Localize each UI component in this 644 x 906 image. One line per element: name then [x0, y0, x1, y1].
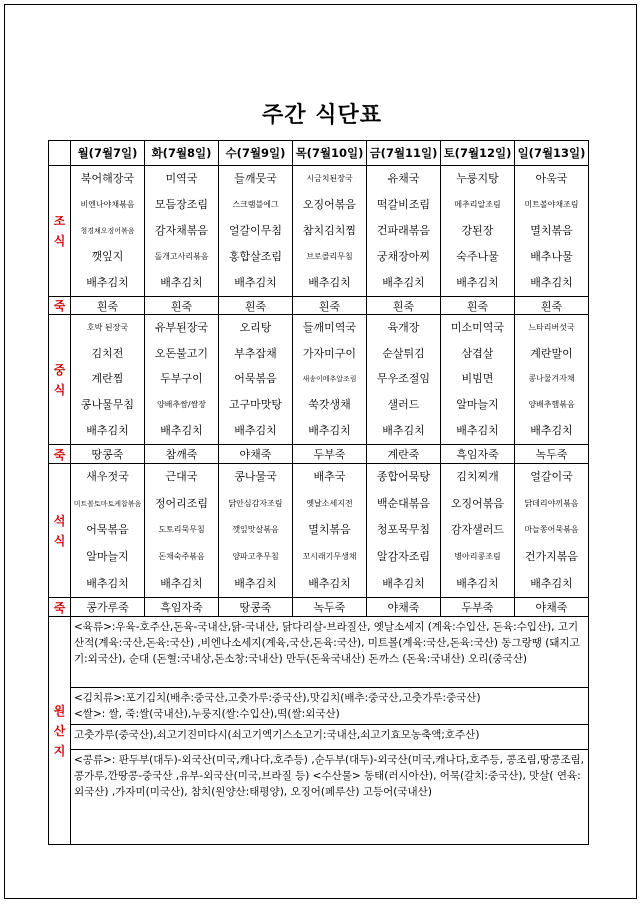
menu-item: 배추김치	[382, 424, 425, 438]
menu-item: 배추김치	[160, 424, 203, 438]
weekly-menu-table	[48, 140, 589, 845]
porridge-cell: 녹두죽	[515, 445, 589, 464]
menu-item: 부추잡채	[234, 346, 277, 360]
menu-item: 배추나물	[530, 250, 573, 263]
day-header: 토(7월12일)	[441, 141, 515, 166]
origin-kimchi: <김치류>:포기김치(배추:중국산,고춧가루:중국산),맛김치(배추:중국산,고춧가루:중국산)	[74, 692, 481, 704]
menu-cell-items	[367, 464, 440, 597]
menu-item: 삼겹살	[461, 346, 494, 360]
origin-rice: <쌀>: 쌀, 죽:쌀(국내산),누룽지(쌀:수입산),떡(쌀:외국산)	[74, 708, 340, 720]
menu-item: 두부구이	[160, 372, 203, 386]
origin-label	[49, 617, 71, 845]
menu-cell	[515, 166, 589, 297]
origin-kimchi-rice	[71, 688, 589, 725]
menu-cell	[441, 166, 515, 297]
menu-item: 닭데리야끼볶음	[524, 498, 579, 508]
menu-cell-items	[441, 315, 514, 444]
menu-item: 북어해장국	[80, 172, 135, 185]
menu-cell	[367, 166, 441, 297]
menu-cell	[441, 315, 515, 445]
menu-item: 배추김치	[86, 276, 129, 289]
porridge-cell: 흰죽	[71, 297, 145, 315]
menu-cell-items	[515, 315, 588, 444]
menu-item: 배추김치	[382, 276, 425, 289]
menu-item: 정어리조림	[154, 496, 209, 510]
dinner-label	[49, 464, 71, 598]
menu-item: 배추김치	[234, 276, 277, 289]
porridge-cell: 두부죽	[293, 445, 367, 464]
menu-cell	[145, 315, 219, 445]
origin-row-kimchi-rice	[49, 688, 589, 725]
menu-item: 호박 된장국	[86, 322, 129, 332]
menu-cell-items	[441, 464, 514, 597]
menu-cell-items	[219, 464, 292, 597]
menu-item: 궁채장아찌	[376, 250, 431, 263]
menu-item: 들깨미역국	[302, 320, 357, 334]
menu-item: 양배추햄볶음	[528, 400, 575, 410]
menu-cell	[71, 315, 145, 445]
menu-item: 유채국	[387, 172, 420, 185]
menu-cell	[367, 315, 441, 445]
menu-item: 육개장	[387, 320, 420, 334]
breakfast-porridge-row	[49, 297, 589, 315]
menu-cell-items	[515, 464, 588, 597]
menu-item: 아욱국	[535, 172, 568, 185]
menu-cell-items	[441, 166, 514, 296]
menu-item: 누룽지탕	[456, 172, 499, 185]
porridge-cell: 야채죽	[367, 598, 441, 617]
dinner-porridge-row	[49, 598, 589, 617]
porridge-label: 죽	[49, 598, 71, 617]
menu-item: 계란찜	[91, 372, 124, 386]
menu-item: 오돈불고기	[154, 346, 209, 360]
porridge-label: 죽	[49, 445, 71, 464]
section-label-char: 석	[53, 513, 66, 528]
porridge-cell: 계란죽	[367, 445, 441, 464]
menu-item: 배추김치	[456, 276, 499, 289]
menu-item: 김치찌개	[456, 470, 499, 484]
lunch-row	[49, 315, 589, 445]
menu-item: 메추리알조림	[454, 200, 501, 209]
menu-item: 돈채숙주볶음	[158, 552, 205, 562]
menu-item: 느타리버섯국	[528, 322, 575, 332]
menu-cell-items	[145, 315, 218, 444]
menu-item: 배추김치	[456, 424, 499, 438]
menu-cell	[71, 464, 145, 598]
menu-item: 떡갈비조림	[376, 198, 431, 211]
section-label-char: 식	[53, 234, 66, 248]
menu-item: 깻잎지	[91, 250, 124, 263]
menu-cell	[219, 315, 293, 445]
origin-row-beans	[49, 750, 589, 845]
menu-cell-items	[219, 315, 292, 444]
menu-item: 가자미구이	[302, 346, 357, 360]
porridge-cell: 땅콩죽	[219, 598, 293, 617]
menu-item: 얼갈이국	[530, 470, 573, 484]
origin-beans: <콩류>: 판두부(대두)-외국산(미국,캐나다,호주등) ,순두부(대두)-외국산(미국,캐나다,호주등, 콩조림,땅콩조림,콩가루,깐땅콩-중국산 ,유부-외국산(미국,브라질 등) <수산물> 동태(러시아산), 어묵(갈치:중국산), 맛살( 연육:외국산) ,가자미(미국산), 참치(원양산:태평양), 오징어(페루산) 고등어(국내산)	[71, 750, 589, 845]
menu-cell	[293, 464, 367, 598]
breakfast-row	[49, 166, 589, 297]
menu-item: 콩나물무침	[80, 398, 135, 412]
menu-item: 강된장	[461, 224, 494, 237]
porridge-label: 죽	[49, 297, 71, 315]
menu-cell-items	[293, 315, 366, 444]
menu-item: 오징어볶음	[450, 496, 505, 510]
lunch-porridge-row	[49, 445, 589, 464]
menu-item: 미역국	[165, 172, 198, 185]
menu-item: 배추김치	[234, 576, 277, 590]
menu-item: 알감자조림	[376, 550, 431, 564]
menu-cell-items	[367, 166, 440, 296]
menu-item: 비빔면	[461, 372, 494, 386]
porridge-cell: 흑임자죽	[441, 445, 515, 464]
menu-cell-items	[515, 166, 588, 296]
menu-item: 꼬시래기무생채	[302, 552, 357, 562]
porridge-cell: 콩가루죽	[71, 598, 145, 617]
menu-item: 콩나물겨자채	[528, 374, 575, 384]
menu-item: 배추김치	[456, 576, 499, 590]
porridge-cell: 흑임자죽	[145, 598, 219, 617]
menu-cell-items	[219, 166, 292, 296]
menu-cell	[515, 464, 589, 598]
menu-item: 비엔나야채볶음	[80, 200, 135, 209]
porridge-cell: 흰죽	[293, 297, 367, 315]
corner-cell	[49, 141, 71, 166]
menu-item: 시금치된장국	[306, 174, 353, 183]
menu-item: 배추국	[313, 470, 346, 484]
menu-item: 오리탕	[239, 320, 272, 334]
menu-item: 배추김치	[530, 424, 573, 438]
menu-item: 종합어묵탕	[376, 470, 431, 484]
menu-item: 유부된장국	[154, 320, 209, 334]
section-label-char: 지	[53, 743, 66, 758]
menu-item: 알마늘지	[86, 550, 129, 564]
menu-item: 마늘쫑어묵볶음	[524, 525, 579, 535]
menu-item: 순살튀김	[382, 346, 425, 360]
menu-cell-items	[293, 166, 366, 296]
menu-item: 무우조절임	[376, 372, 431, 386]
menu-cell-items	[145, 464, 218, 597]
day-header: 수(7월9일)	[219, 141, 293, 166]
menu-cell	[367, 464, 441, 598]
menu-item: 미트볼야채조림	[524, 200, 579, 209]
menu-item: 양파고추무침	[232, 552, 279, 562]
menu-item: 모듬장조림	[154, 198, 209, 211]
dinner-row	[49, 464, 589, 598]
menu-item: 백순대볶음	[376, 496, 431, 510]
menu-item: 감자샐러드	[450, 523, 505, 537]
menu-cell	[293, 166, 367, 297]
porridge-cell: 야채죽	[219, 445, 293, 464]
menu-item: 배추김치	[382, 576, 425, 590]
menu-cell	[441, 464, 515, 598]
menu-item: 홍합살조림	[228, 250, 283, 263]
day-header-row	[49, 141, 589, 166]
section-label-char: 조	[53, 214, 66, 228]
lunch-label	[49, 315, 71, 445]
menu-item: 배추김치	[530, 576, 573, 590]
origin-meat: <육류>:우육-호주산,돈육-국내산,닭-국내산, 닭다리살-브라질산, 옛날소세지 (계육:수입산, 돈육:수입산), 고기산적(계육:국산,돈육:국산) ,비엔나소세지(계육,국산,돈육:국산), 미트볼(계육:국산,돈육:국산) 동그랑땡 (돼지고기:외국산), 순대 (돈혈:국내상,돈소창:국내산) 만두(돈육국내산) 돈까스 (돈육:국내산) 오리(중국산)	[71, 617, 589, 688]
porridge-cell: 땅콩죽	[71, 445, 145, 464]
menu-item: 얼갈이무침	[228, 224, 283, 237]
day-header: 목(7월10일)	[293, 141, 367, 166]
menu-cell-items	[71, 464, 144, 597]
menu-item: 알마늘지	[456, 398, 499, 412]
menu-item: 새송이메추알조림	[302, 375, 357, 384]
menu-item: 오징어볶음	[302, 198, 357, 211]
section-label-char: 식	[53, 533, 66, 548]
porridge-cell: 흰죽	[367, 297, 441, 315]
menu-item: 닭안심감자조림	[228, 498, 283, 508]
menu-item: 배추김치	[308, 276, 351, 289]
menu-item: 옛날소세지전	[306, 498, 353, 508]
menu-item: 미트볼토마토케찹볶음	[73, 499, 142, 508]
menu-item: 김치전	[91, 346, 124, 360]
menu-item: 미소미역국	[450, 320, 505, 334]
section-label-char: 산	[53, 723, 66, 738]
origin-row-meat	[49, 617, 589, 688]
origin-pepper: 고춧가루(중국산),쇠고기진미다시(쇠고기엑기스소고기:국내산,쇠고기효모농축액;호주산)	[71, 725, 589, 750]
day-header: 월(7월7일)	[71, 141, 145, 166]
menu-item: 배추김치	[160, 276, 203, 289]
menu-cell-items	[71, 166, 144, 296]
porridge-cell: 흰죽	[515, 297, 589, 315]
menu-item: 돌개고사리볶음	[154, 252, 209, 261]
menu-item: 청포묵무침	[376, 523, 431, 537]
menu-item: 배추김치	[86, 424, 129, 438]
menu-item: 근대국	[165, 470, 198, 484]
menu-item: 어묵볶음	[86, 523, 129, 537]
porridge-cell: 흰죽	[145, 297, 219, 315]
breakfast-label	[49, 166, 71, 297]
menu-cell	[219, 464, 293, 598]
menu-cell-items	[367, 315, 440, 444]
menu-item: 도토리묵무침	[158, 525, 205, 535]
menu-cell	[515, 315, 589, 445]
menu-cell	[145, 464, 219, 598]
menu-item: 숙주나물	[456, 250, 499, 263]
menu-item: 고구마맛탕	[228, 398, 283, 412]
menu-cell-items	[293, 464, 366, 597]
menu-item: 멸치볶음	[308, 523, 351, 537]
menu-item: 쑥갓생채	[308, 398, 351, 412]
menu-item: 청경채오징어볶음	[80, 227, 135, 235]
porridge-cell: 두부죽	[441, 598, 515, 617]
menu-cell	[293, 315, 367, 445]
porridge-cell: 흰죽	[441, 297, 515, 315]
menu-cell	[219, 166, 293, 297]
porridge-cell: 흰죽	[219, 297, 293, 315]
menu-item: 멸치볶음	[530, 224, 573, 237]
menu-item: 건가지볶음	[524, 550, 579, 564]
menu-item: 배추김치	[308, 576, 351, 590]
section-label-char: 중	[53, 362, 66, 377]
menu-item: 병아리콩조림	[454, 552, 501, 562]
menu-item: 배추김치	[86, 576, 129, 590]
menu-item: 스크램블에그	[232, 200, 279, 209]
day-header: 화(7월8일)	[145, 141, 219, 166]
menu-item: 콩나물국	[234, 470, 277, 484]
menu-item: 배추김치	[234, 424, 277, 438]
menu-item: 브로콜리무침	[306, 252, 353, 261]
porridge-cell: 참깨죽	[145, 445, 219, 464]
menu-item: 양배추쌈/쌈장	[156, 400, 207, 410]
menu-item: 어묵볶음	[234, 372, 277, 386]
menu-cell	[71, 166, 145, 297]
menu-cell-items	[145, 166, 218, 296]
section-label-char: 식	[53, 382, 66, 397]
porridge-cell: 야채죽	[515, 598, 589, 617]
menu-cell	[145, 166, 219, 297]
menu-item: 건파래볶음	[376, 224, 431, 237]
page-title: 주간 식단표	[262, 103, 382, 128]
menu-item: 들깨뭇국	[234, 172, 277, 185]
porridge-cell: 녹두죽	[293, 598, 367, 617]
menu-item: 배추김치	[160, 576, 203, 590]
menu-item: 계란말이	[530, 346, 573, 360]
menu-item: 참치김치찜	[302, 224, 357, 237]
menu-item: 배추김치	[308, 424, 351, 438]
section-label-char: 원	[53, 703, 66, 718]
menu-item: 감자채볶음	[154, 224, 209, 237]
menu-item: 깻잎맛살볶음	[232, 525, 279, 535]
day-header: 금(7월11일)	[367, 141, 441, 166]
menu-item: 새우젓국	[86, 470, 129, 484]
menu-item: 샐러드	[387, 398, 420, 412]
day-header: 일(7월13일)	[515, 141, 589, 166]
menu-cell-items	[71, 315, 144, 444]
menu-item: 배추김치	[530, 276, 573, 289]
origin-row-pepper	[49, 725, 589, 750]
